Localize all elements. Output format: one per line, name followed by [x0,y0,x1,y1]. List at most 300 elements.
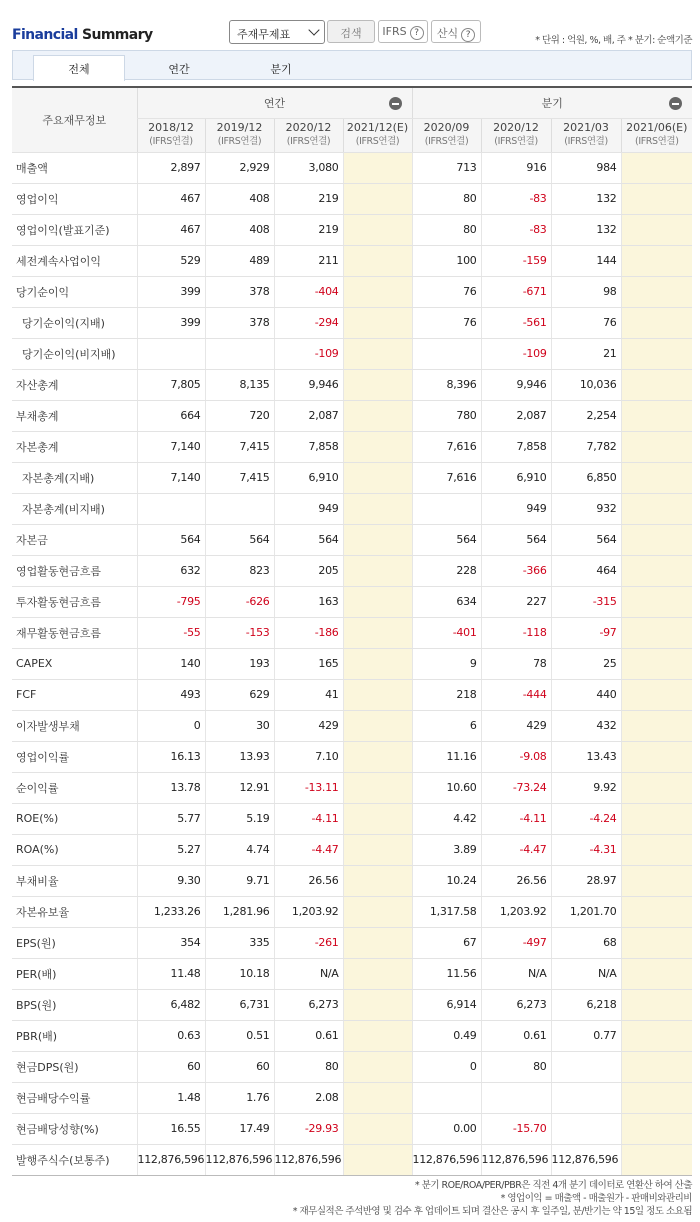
row-label: 영업이익 [12,183,137,214]
table-cell [343,803,412,834]
table-cell: -4.47 [274,834,343,865]
table-cell: 564 [274,524,343,555]
table-cell: 112,876,596 [412,1144,481,1175]
table-cell: 16.55 [137,1113,205,1144]
table-cell [621,679,692,710]
table-cell: 632 [137,555,205,586]
table-cell: 78 [481,648,551,679]
table-row [12,958,692,989]
table-cell [343,493,412,524]
period-header [274,118,343,152]
table-cell: -4.11 [274,803,343,834]
row-label: 영업이익(발표기준) [12,214,137,245]
table-cell: 493 [137,679,205,710]
table-cell: 0.00 [412,1113,481,1144]
table-cell: 2,087 [481,400,551,431]
table-cell [343,431,412,462]
table-cell [621,896,692,927]
table-cell: 68 [551,927,621,958]
table-cell [343,183,412,214]
table-cell: 564 [412,524,481,555]
tab-annual[interactable]: 연간 [168,63,190,76]
table-cell: 219 [274,183,343,214]
table-cell [621,710,692,741]
table-cell: 140 [137,648,205,679]
table-cell [412,338,481,369]
table-cell: 467 [137,214,205,245]
table-cell [621,648,692,679]
table-row [12,183,692,214]
page-title [12,27,152,43]
table-row [12,896,692,927]
table-cell: 823 [205,555,274,586]
table-cell: -294 [274,307,343,338]
table-cell: 2,254 [551,400,621,431]
chevron-down-icon [308,24,319,35]
table-cell: 1,281.96 [205,896,274,927]
table-cell: 1.48 [137,1082,205,1113]
row-label: 자본총계(비지배) [12,493,137,524]
table-cell [621,276,692,307]
table-cell: 41 [274,679,343,710]
table-cell: 564 [205,524,274,555]
table-row [12,338,692,369]
table-cell: 720 [205,400,274,431]
table-cell [551,1051,621,1082]
table-cell [137,493,205,524]
table-cell [621,989,692,1020]
table-cell: 11.16 [412,741,481,772]
table-cell: -315 [551,586,621,617]
table-cell: 7,415 [205,431,274,462]
table-cell [621,307,692,338]
table-cell [621,617,692,648]
period-header [621,118,692,152]
row-label: PER(배) [12,958,137,989]
table-cell: 2.08 [274,1082,343,1113]
table-row [12,1051,692,1082]
table-cell: 80 [274,1051,343,1082]
table-cell: N/A [481,958,551,989]
period-label: 2020/09 [423,121,470,134]
table-cell: 780 [412,400,481,431]
table-cell: -4.24 [551,803,621,834]
table-row [12,214,692,245]
table-cell: 76 [412,307,481,338]
table-cell: 12.91 [205,772,274,803]
table-cell: 11.48 [137,958,205,989]
table-cell: -186 [274,617,343,648]
table-row [12,400,692,431]
table-cell [343,245,412,276]
table-cell: 7,140 [137,462,205,493]
footnotes [293,1179,692,1218]
table-cell: -97 [551,617,621,648]
table-row [12,865,692,896]
table-cell: 163 [274,586,343,617]
table-row [12,772,692,803]
table-cell [621,183,692,214]
table-cell: 100 [412,245,481,276]
table-cell: -261 [274,927,343,958]
financial-summary-table [12,86,692,1176]
table-cell: 26.56 [274,865,343,896]
table-row [12,369,692,400]
collapse-quarter-icon[interactable] [669,97,682,110]
table-cell: 7,782 [551,431,621,462]
basis-label: (IFRS연결) [355,136,400,147]
table-cell: 132 [551,183,621,214]
table-cell [343,524,412,555]
table-row [12,648,692,679]
table-row [12,1082,692,1113]
table-cell [343,834,412,865]
table-cell: 1.76 [205,1082,274,1113]
table-cell: 218 [412,679,481,710]
table-cell: 429 [274,710,343,741]
table-cell: 916 [481,152,551,183]
table-cell [205,338,274,369]
table-row [12,431,692,462]
table-cell: 205 [274,555,343,586]
table-cell: -795 [137,586,205,617]
table-cell: 7,140 [137,431,205,462]
top-bar [0,0,700,50]
table-cell: 7,805 [137,369,205,400]
table-cell: 0 [412,1051,481,1082]
table-cell [137,338,205,369]
table-row [12,524,692,555]
table-cell: 30 [205,710,274,741]
table-cell: -153 [205,617,274,648]
table-cell: 713 [412,152,481,183]
table-cell [621,245,692,276]
table-cell: 564 [551,524,621,555]
table-cell [621,524,692,555]
table-cell: 408 [205,214,274,245]
table-cell: 4.42 [412,803,481,834]
table-cell: 10.60 [412,772,481,803]
table-cell [343,865,412,896]
table-row [12,710,692,741]
table-cell: 489 [205,245,274,276]
table-cell: 80 [481,1051,551,1082]
table-cell: 564 [481,524,551,555]
table-cell [343,772,412,803]
table-cell: 112,876,596 [205,1144,274,1175]
table-cell: -671 [481,276,551,307]
table-row [12,617,692,648]
collapse-annual-icon[interactable] [389,97,402,110]
table-cell: 10,036 [551,369,621,400]
table-cell: 211 [274,245,343,276]
table-row [12,493,692,524]
row-label: 자본총계(지배) [12,462,137,493]
table-cell [621,400,692,431]
table-cell: 378 [205,307,274,338]
table-cell: -109 [481,338,551,369]
table-cell: 408 [205,183,274,214]
table-row [12,989,692,1020]
table-cell: 440 [551,679,621,710]
table-cell: 2,897 [137,152,205,183]
table-cell: 17.49 [205,1113,274,1144]
table-cell: 76 [412,276,481,307]
table-cell [621,493,692,524]
table-cell [343,1113,412,1144]
table-row [12,1113,692,1144]
table-cell: -561 [481,307,551,338]
table-cell [343,741,412,772]
ifrs-button[interactable] [378,20,428,43]
statement-type-select[interactable] [229,20,325,44]
table-cell [621,555,692,586]
row-label: 자본총계 [12,431,137,462]
table-cell [621,431,692,462]
table-cell: 6,218 [551,989,621,1020]
table-cell [343,958,412,989]
basis-label: (IFRS연결) [424,136,469,147]
table-cell: -626 [205,586,274,617]
table-cell: -73.24 [481,772,551,803]
table-cell [343,1020,412,1051]
table-cell: 0.63 [137,1020,205,1051]
row-label: 현금배당수익률 [12,1082,137,1113]
table-cell [343,462,412,493]
row-label: 자산총계 [12,369,137,400]
table-cell: 9 [412,648,481,679]
table-cell: 5.27 [137,834,205,865]
table-cell: 6 [412,710,481,741]
table-cell: -366 [481,555,551,586]
table-cell: 0.61 [481,1020,551,1051]
basis-label: (IFRS연결) [494,136,538,147]
row-label: EPS(원) [12,927,137,958]
period-header [205,118,274,152]
table-cell [621,958,692,989]
table-cell: 1,233.26 [137,896,205,927]
period-label: 2020/12 [493,121,539,134]
table-row [12,555,692,586]
row-label: 영업활동현금흐름 [12,555,137,586]
row-label: 현금DPS(원) [12,1051,137,1082]
tab-quarter[interactable]: 분기 [270,63,292,76]
table-cell: 1,203.92 [274,896,343,927]
table-row [12,1020,692,1051]
table-cell: 112,876,596 [274,1144,343,1175]
table-cell: 0.61 [274,1020,343,1051]
period-label: 2020/12 [285,121,332,134]
table-cell: 112,876,596 [481,1144,551,1175]
table-cell: 3.89 [412,834,481,865]
table-cell: 6,731 [205,989,274,1020]
help-icon: ? [461,28,475,42]
period-header [481,118,551,152]
table-cell [343,679,412,710]
table-row [12,245,692,276]
table-row [12,276,692,307]
table-cell [343,927,412,958]
annual-group-header [137,87,412,118]
table-cell: N/A [551,958,621,989]
table-cell [621,214,692,245]
title-financial: Financial [12,27,78,43]
table-row [12,1144,692,1175]
row-label: 이자발생부채 [12,710,137,741]
period-label: 2021/12(E) [346,121,409,134]
table-row [12,307,692,338]
row-label: ROA(%) [12,834,137,865]
footnote-line: * 분기 ROE/ROA/PER/PBR은 직전 4개 분기 데이터로 연환산 하여 산출 [414,1180,692,1191]
table-cell [343,307,412,338]
table-cell: -404 [274,276,343,307]
table-cell: 529 [137,245,205,276]
table-cell: 429 [481,710,551,741]
table-cell [343,989,412,1020]
row-label: 발행주식수(보통주) [12,1144,137,1175]
table-cell: 629 [205,679,274,710]
table-cell: 1,201.70 [551,896,621,927]
tab-all[interactable]: 전체 [33,55,125,81]
table-cell: 2,087 [274,400,343,431]
row-label: 자본금 [12,524,137,555]
table-row [12,927,692,958]
table-cell: 28.97 [551,865,621,896]
unit-note: * 단위 : 억원, %, 배, 주 * 분기: 순액기준 [535,35,692,46]
table-cell: 76 [551,307,621,338]
table-cell: -4.47 [481,834,551,865]
basis-label: (IFRS연결) [149,136,193,147]
table-cell [621,1113,692,1144]
table-cell: 112,876,596 [551,1144,621,1175]
table-cell: 9.92 [551,772,621,803]
table-cell [343,648,412,679]
table-cell: 132 [551,214,621,245]
table-cell [343,896,412,927]
table-cell: -9.08 [481,741,551,772]
table-cell [343,586,412,617]
table-cell: 11.56 [412,958,481,989]
table-cell: -29.93 [274,1113,343,1144]
formula-button[interactable] [431,20,481,43]
row-label: 당기순이익(지배) [12,307,137,338]
table-cell: -109 [274,338,343,369]
row-label: 당기순이익 [12,276,137,307]
table-cell: 9.30 [137,865,205,896]
table-cell [621,1051,692,1082]
table-cell: -118 [481,617,551,648]
row-label: 영업이익률 [12,741,137,772]
table-cell: 10.24 [412,865,481,896]
table-cell: 80 [412,183,481,214]
table-cell: 3,080 [274,152,343,183]
table-cell: 67 [412,927,481,958]
table-cell: 26.56 [481,865,551,896]
search-button[interactable]: 검색 [327,20,375,43]
row-header-label: 주요재무정보 [12,87,137,152]
footnote-line: * 재무실적은 주석반영 및 검수 후 업데이트 되며 결산은 공시 후 일주일, 분/반기는 약 15일 정도 소요됨 [292,1206,692,1217]
table-cell [621,803,692,834]
table-cell [621,1082,692,1113]
table-cell [343,369,412,400]
table-cell [621,927,692,958]
footnote-line: * 영업이익 = 매출액 - 매출원가 - 판매비와관리비 [500,1193,692,1204]
table-cell [205,493,274,524]
table-cell: 564 [137,524,205,555]
table-cell: 9.71 [205,865,274,896]
table-row [12,462,692,493]
basis-label: (IFRS연결) [286,136,331,147]
table-cell: 399 [137,276,205,307]
row-label: 당기순이익(비지배) [12,338,137,369]
table-cell: -497 [481,927,551,958]
row-label: BPS(원) [12,989,137,1020]
table-cell [621,369,692,400]
row-label: 매출액 [12,152,137,183]
table-cell: 98 [551,276,621,307]
row-label: 부채총계 [12,400,137,431]
table-cell [412,493,481,524]
table-cell: 335 [205,927,274,958]
table-cell: -13.11 [274,772,343,803]
table-cell: 7,858 [274,431,343,462]
table-cell: 932 [551,493,621,524]
table-cell: 5.19 [205,803,274,834]
table-cell: -4.31 [551,834,621,865]
table-cell [343,617,412,648]
table-cell: 6,914 [412,989,481,1020]
table-cell [621,865,692,896]
row-label: 재무활동현금흐름 [12,617,137,648]
table-cell [343,1082,412,1113]
statement-type-value: 주재무제표 [237,28,291,41]
period-header [343,118,412,152]
table-cell: 664 [137,400,205,431]
table-cell [343,276,412,307]
row-label: 투자활동현금흐름 [12,586,137,617]
table-cell: 0 [137,710,205,741]
quarter-group-label: 분기 [541,96,563,110]
period-label: 2021/06(E) [626,121,688,134]
row-label: 자본유보율 [12,896,137,927]
table-cell: 228 [412,555,481,586]
table-cell: 6,910 [274,462,343,493]
row-label: FCF [12,679,137,710]
table-cell: 467 [137,183,205,214]
table-cell: 1,317.58 [412,896,481,927]
table-row [12,586,692,617]
table-cell: 0.77 [551,1020,621,1051]
table-cell: 2,929 [205,152,274,183]
table-cell [343,1144,412,1175]
table-cell: 984 [551,152,621,183]
table-cell: 219 [274,214,343,245]
basis-label: (IFRS연결) [217,136,262,147]
table-row [12,834,692,865]
table-cell: 634 [412,586,481,617]
table-cell: 0.51 [205,1020,274,1051]
period-label: 2018/12 [148,121,194,134]
row-label: 부채비율 [12,865,137,896]
row-label: PBR(배) [12,1020,137,1051]
table-row [12,152,692,183]
row-label: CAPEX [12,648,137,679]
table-cell [343,338,412,369]
table-cell: 16.13 [137,741,205,772]
table-cell: 6,850 [551,462,621,493]
table-cell: 0.49 [412,1020,481,1051]
table-cell: 7.10 [274,741,343,772]
